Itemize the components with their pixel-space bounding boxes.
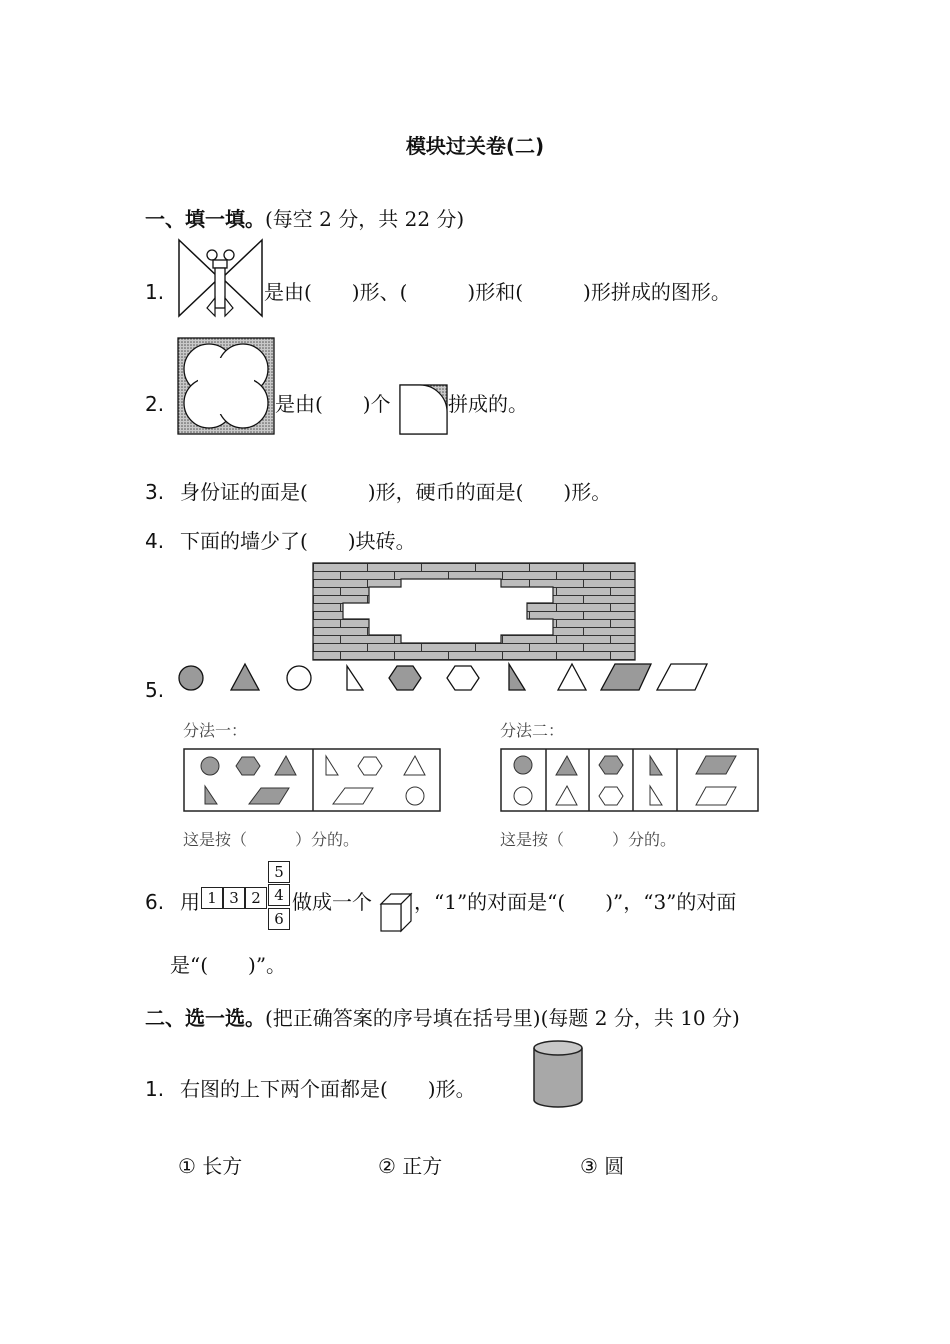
white-parallelogram-icon: [657, 664, 707, 690]
q5-number: 5.: [145, 678, 165, 702]
white-hexagon-icon: [447, 666, 479, 690]
net-cell: 1: [201, 887, 223, 909]
cube-net: [201, 860, 291, 932]
option-2: ② 正方: [378, 1154, 443, 1178]
q6-prefix: 用: [180, 890, 200, 914]
q6-text-c: 是“( )”。: [170, 953, 287, 977]
q6-number: 6.: [145, 890, 165, 914]
q1-text: 是由( )形、( )形和( )形拼成的图形。: [264, 280, 731, 304]
q2-text-b: 拼成的。: [448, 392, 528, 416]
s2-q1-number: 1.: [145, 1077, 165, 1101]
cube-icon: [380, 893, 412, 933]
q2-number: 2.: [145, 392, 165, 416]
method-2-answer: 这是按（ ）分的。: [500, 830, 677, 849]
option-1: ① 长方: [178, 1154, 243, 1178]
section-1-note: (每空 2 分，共 22 分): [265, 207, 465, 231]
method-1-answer: 这是按（ ）分的。: [183, 830, 360, 849]
quarter-piece-figure: [400, 385, 448, 435]
method-2-label: 分法二：: [500, 721, 565, 740]
q6-text-a: 做成一个: [292, 890, 372, 914]
cylinder-figure: [532, 1040, 584, 1110]
gray-right-triangle-icon: [509, 664, 525, 690]
q2-text-a: 是由( )个: [275, 392, 391, 416]
q4-text: 下面的墙少了( )块砖。: [180, 529, 416, 553]
page-title: 模块过关卷(二): [405, 134, 545, 158]
s2-q1-text: 右图的上下两个面都是( )形。: [180, 1077, 476, 1101]
method-2-table: [500, 748, 762, 814]
gray-triangle-icon: [231, 664, 259, 690]
q4-number: 4.: [145, 529, 165, 553]
butterfly-figure: [177, 238, 265, 320]
net-cell: 6: [268, 908, 290, 930]
brick-wall-figure: [313, 563, 636, 661]
section-1-title: 一、填一填。: [145, 207, 265, 231]
net-cell: 4: [268, 884, 290, 906]
section-2-title: 二、选一选。: [145, 1006, 265, 1030]
method-1-table: [183, 748, 443, 814]
white-circle-icon: [287, 666, 311, 690]
net-cell: 3: [223, 887, 245, 909]
four-leaf-figure: [178, 338, 274, 434]
gray-hexagon-icon: [389, 666, 421, 690]
section-1-heading: [145, 203, 464, 232]
method-1-label: 分法一：: [183, 721, 248, 740]
net-cell: 5: [268, 861, 290, 883]
q1-number: 1.: [145, 280, 165, 304]
q3-text: 身份证的面是( )形，硬币的面是( )形。: [180, 480, 612, 504]
white-right-triangle-icon: [347, 666, 363, 690]
option-3: ③ 圆: [580, 1154, 625, 1178]
q3-number: 3.: [145, 480, 165, 504]
section-2-heading: [145, 1002, 740, 1031]
gray-parallelogram-icon: [601, 664, 651, 690]
q5-shapes-row: [175, 660, 710, 696]
q6-text-b: ，“1”的对面是“( )”，“3”的对面: [414, 890, 737, 914]
net-cell: 2: [245, 887, 267, 909]
section-2-note: (把正确答案的序号填在括号里)(每题 2 分，共 10 分): [265, 1006, 740, 1030]
white-triangle-icon: [558, 664, 586, 690]
gray-circle-icon: [179, 666, 203, 690]
